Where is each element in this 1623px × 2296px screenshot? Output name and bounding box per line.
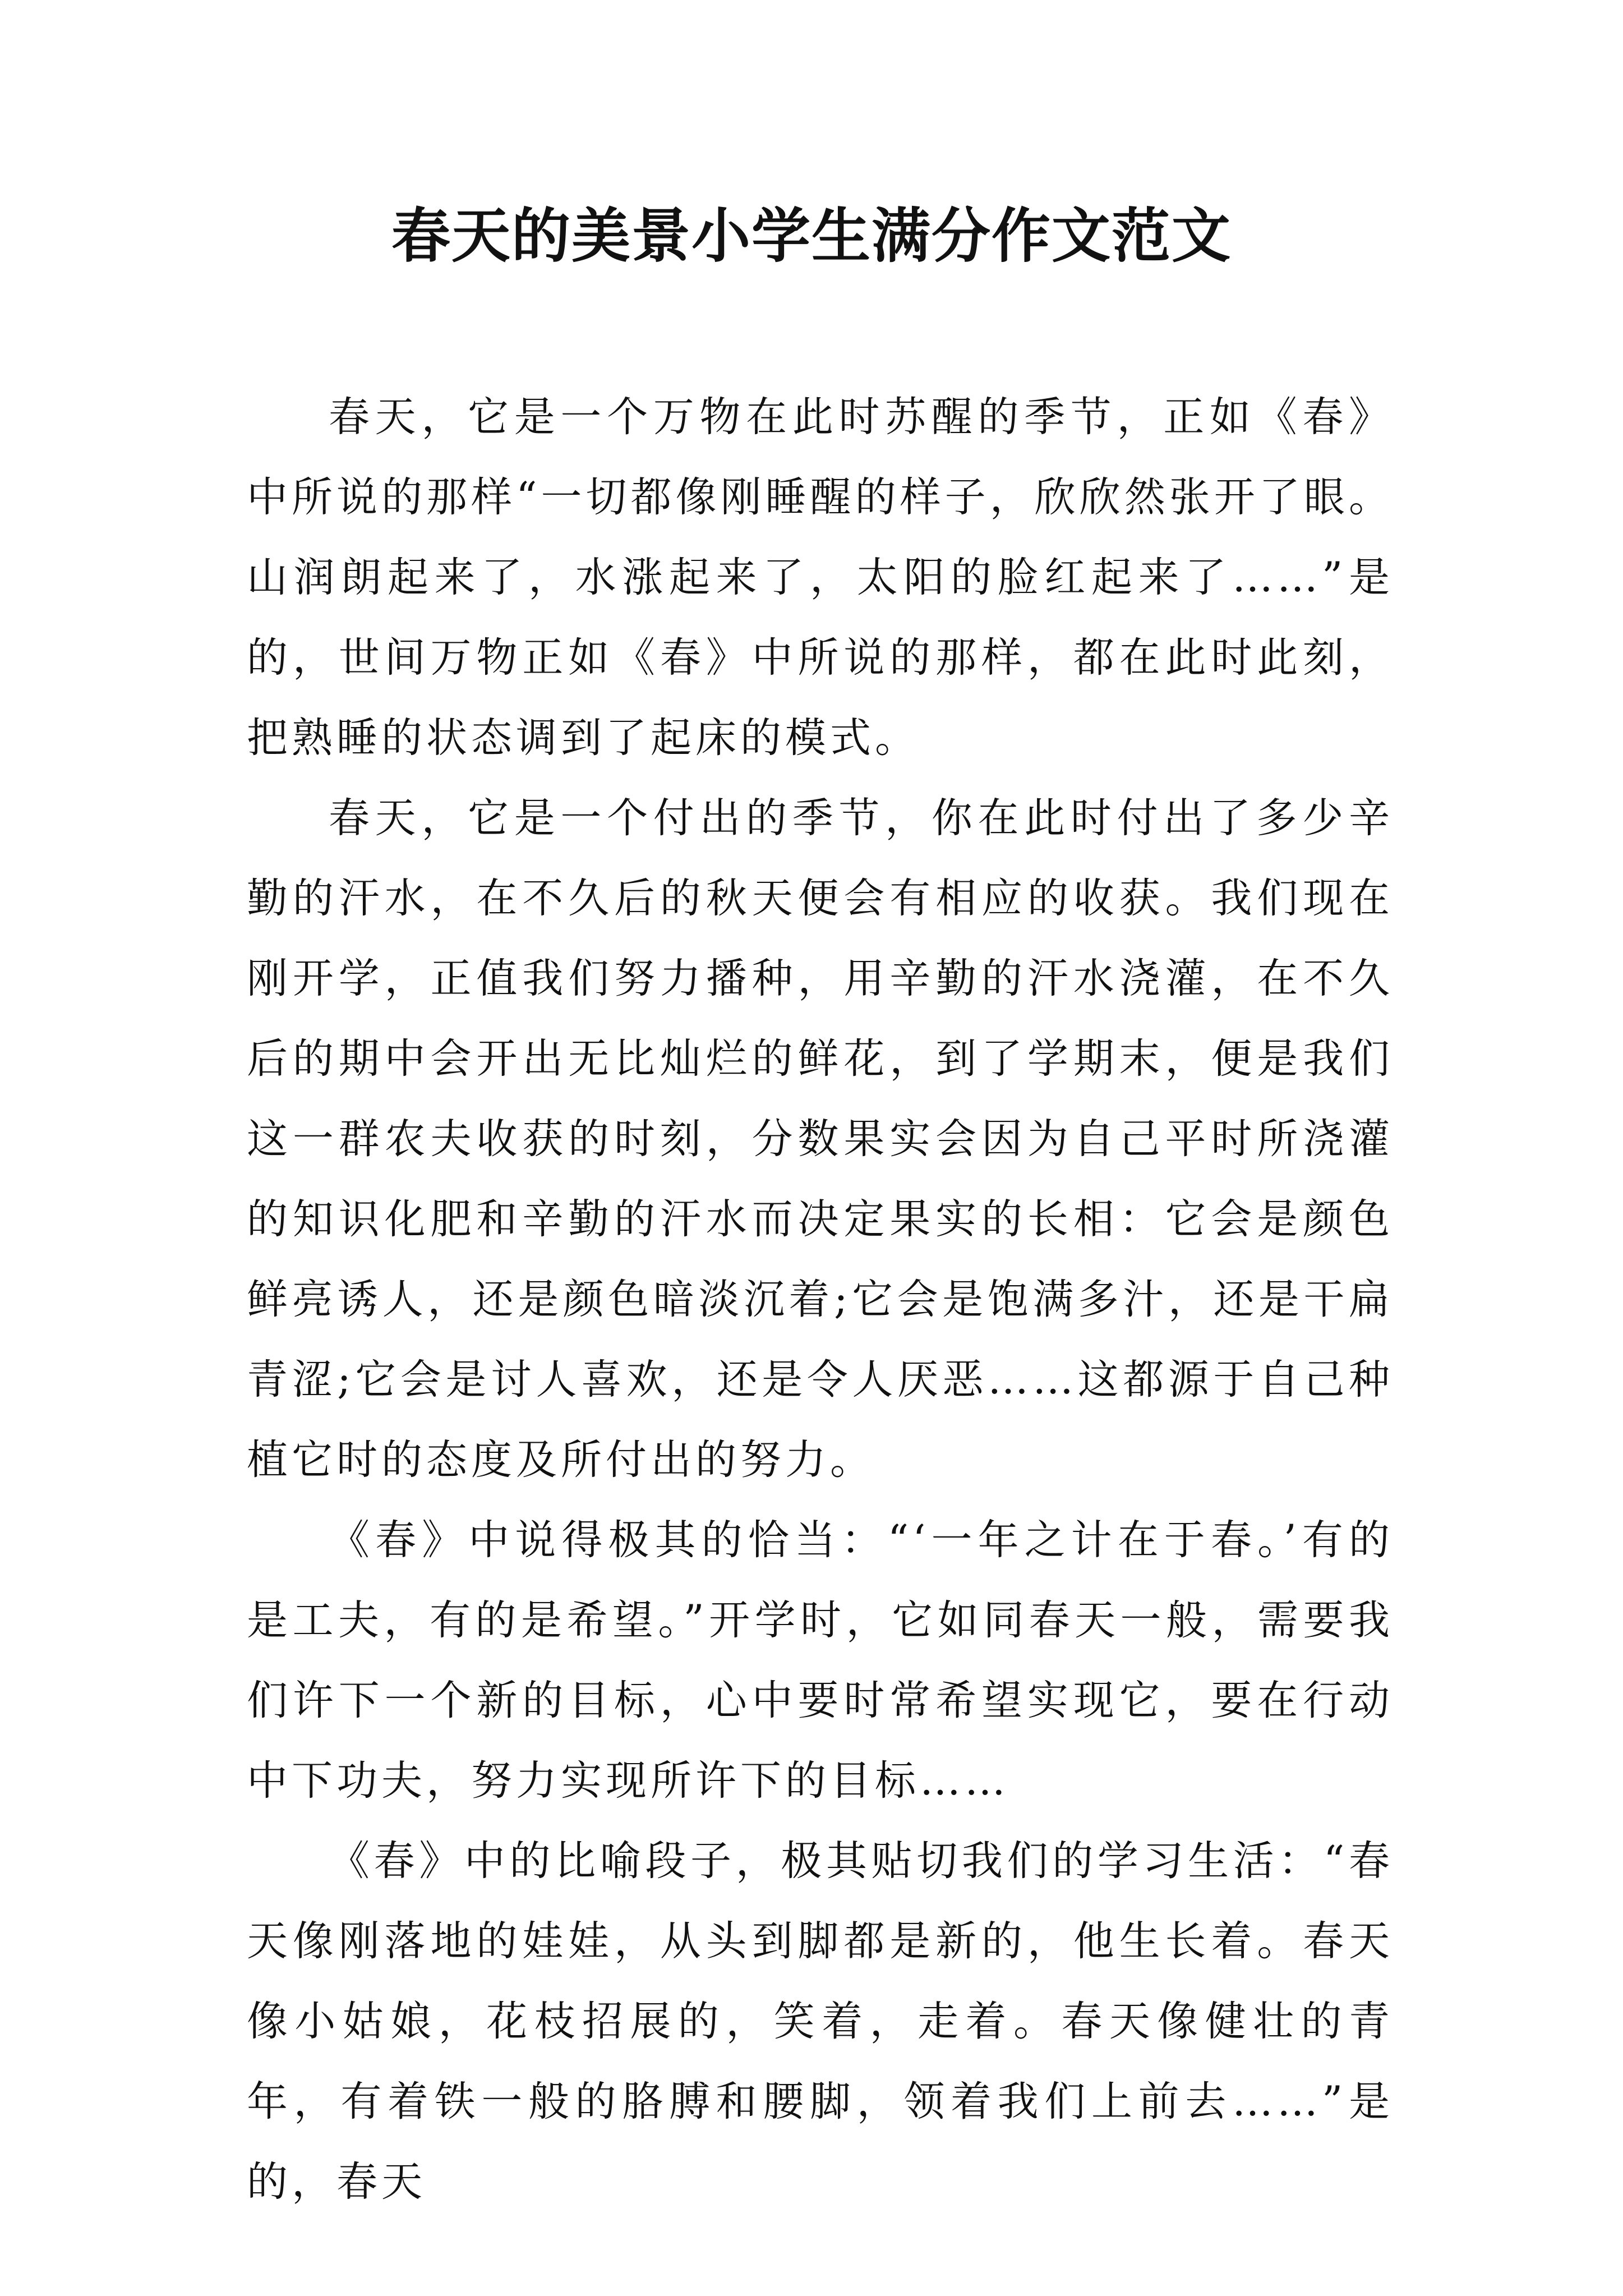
- paragraph: 《春》中的比喻段子，极其贴切我们的学习生活：“春天像刚落地的娃娃，从头到脚都是新的，他生长着。春天像小姑娘，花枝招展的，笑着，走着。春天像健壮的青年，有着铁一般的胳膊和腰脚，领着我们上前去……”是的，春天: [247, 1837, 1394, 2206]
- document-title: 春天的美景小学生满分作文范文: [391, 201, 1232, 270]
- paragraph: 春天，它是一个付出的季节，你在此时付出了多少辛勤的汗水，在不久后的秋天便会有相应的收获。我们现在刚开学，正值我们努力播种，用辛勤的汗水浇灌，在不久后的期中会开出无比灿烂的鲜花，到了学期末，便是我们这一群农夫收获的时刻，分数果实会因为自己平时所浇灌的知识化肥和辛勤的汗水而决定果实的长相：它会是颜色鲜亮诱人，还是颜色暗淡沉着;它会是饱满多汁，还是干扁青涩;它会是讨人喜欢，还是令人厌恶……这都源于自己种植它时的态度及所付出的努力。: [247, 794, 1394, 1484]
- document-body: [247, 377, 1394, 2222]
- paragraph: 《春》中说得极其的恰当：“‘一年之计在于春。’有的是工夫，有的是希望。”开学时，它如同春天一般，需要我们许下一个新的目标，心中要时常希望实现它，要在行动中下功夫，努力实现所许下的目标……: [247, 1516, 1394, 1805]
- paragraph: 春天，它是一个万物在此时苏醒的季节，正如《春》中所说的那样“一切都像刚睡醒的样子，欣欣然张开了眼。山润朗起来了，水涨起来了，太阳的脸红起来了……”是的，世间万物正如《春》中所说的那样，都在此时此刻，把熟睡的状态调到了起床的模式。: [247, 393, 1394, 762]
